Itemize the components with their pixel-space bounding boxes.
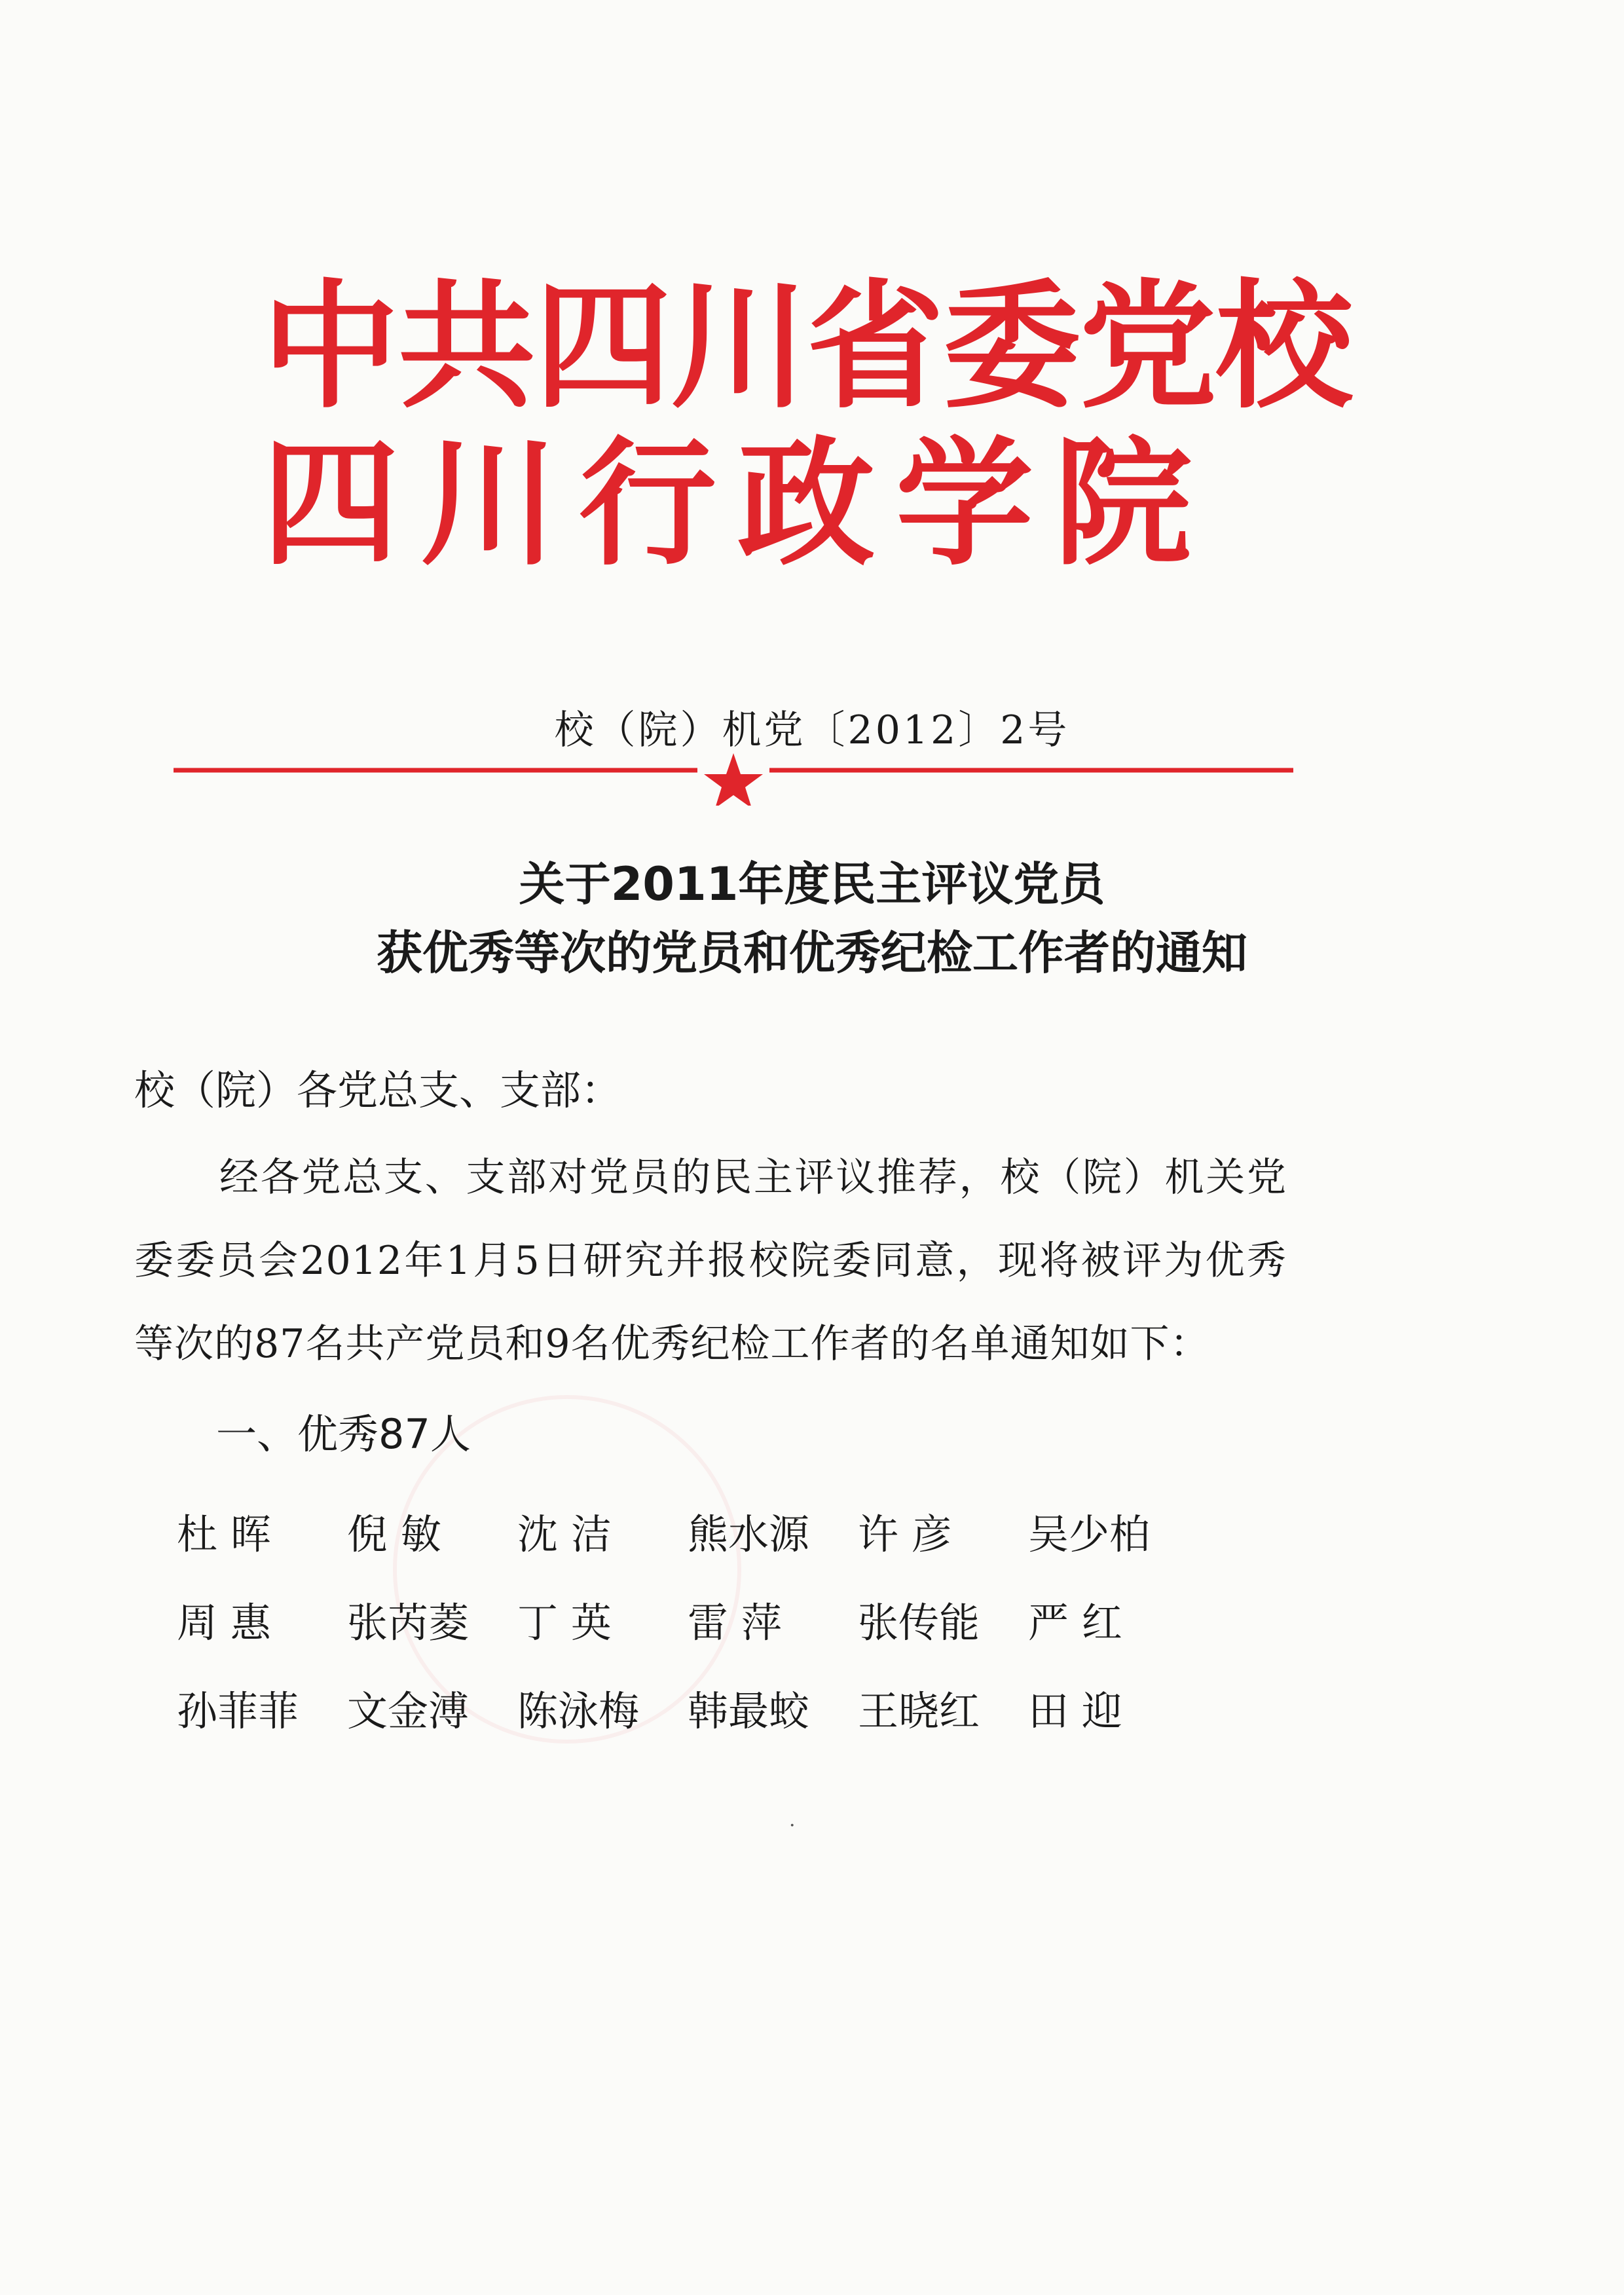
person-name: 张芮菱 bbox=[347, 1598, 470, 1647]
notice-title-line-2: 获优秀等次的党员和优秀纪检工作者的通知 bbox=[377, 926, 1247, 980]
name-list bbox=[177, 1490, 1198, 1755]
person-name: 许 彦 bbox=[858, 1510, 952, 1558]
letterhead-char: 行 bbox=[578, 424, 716, 584]
name-row bbox=[177, 1490, 1198, 1578]
person-name: 田 迎 bbox=[1028, 1687, 1122, 1735]
person-name: 熊水源 bbox=[688, 1510, 810, 1558]
notice-title-line-1: 关于2011年度民主评议党员 bbox=[519, 857, 1105, 911]
letterhead-char: 院 bbox=[1054, 424, 1192, 584]
person-name: 严 红 bbox=[1028, 1598, 1122, 1647]
star-icon bbox=[704, 753, 763, 806]
name-row bbox=[177, 1667, 1198, 1755]
person-name: 倪 敏 bbox=[347, 1510, 441, 1558]
letterhead-line-2 bbox=[262, 426, 1192, 583]
person-name: 丁 英 bbox=[517, 1598, 612, 1647]
salutation: 校（院）各党总支、支部： bbox=[134, 1066, 622, 1114]
letterhead-char: 川 bbox=[420, 424, 558, 584]
person-name: 孙菲菲 bbox=[177, 1687, 299, 1735]
person-name: 文金溥 bbox=[347, 1687, 470, 1735]
person-name: 韩最蛟 bbox=[688, 1687, 810, 1735]
person-name: 吴少柏 bbox=[1028, 1510, 1151, 1558]
letterhead-char: 四 bbox=[262, 424, 400, 584]
person-name: 沈 洁 bbox=[517, 1510, 612, 1558]
document-number: 校（院）机党〔2012〕2号 bbox=[554, 707, 1070, 753]
letterhead-char: 学 bbox=[895, 424, 1033, 584]
person-name: 杜 晖 bbox=[177, 1510, 271, 1558]
letterhead-char: 政 bbox=[737, 424, 875, 584]
person-name: 王晓红 bbox=[858, 1687, 980, 1735]
person-name: 张传能 bbox=[858, 1598, 980, 1647]
person-name: 周 惠 bbox=[177, 1598, 271, 1647]
name-row bbox=[177, 1578, 1198, 1667]
red-divider bbox=[174, 753, 1293, 806]
person-name: 雷 萍 bbox=[688, 1598, 782, 1647]
person-name: 陈泳梅 bbox=[517, 1687, 640, 1735]
section-heading: 一、优秀87人 bbox=[216, 1410, 471, 1458]
scan-dot: · bbox=[789, 1814, 796, 1837]
body-paragraph: 经各党总支、支部对党员的民主评议推荐，校（院）机关党委委员会2012年1月5日研究并报校院委同意，现将被评为优秀等次的87名共产党员和9名优秀纪检工作者的名单通知如下： bbox=[134, 1155, 1287, 1367]
letterhead-line-1: 中共四川省委党校 bbox=[262, 267, 1352, 427]
